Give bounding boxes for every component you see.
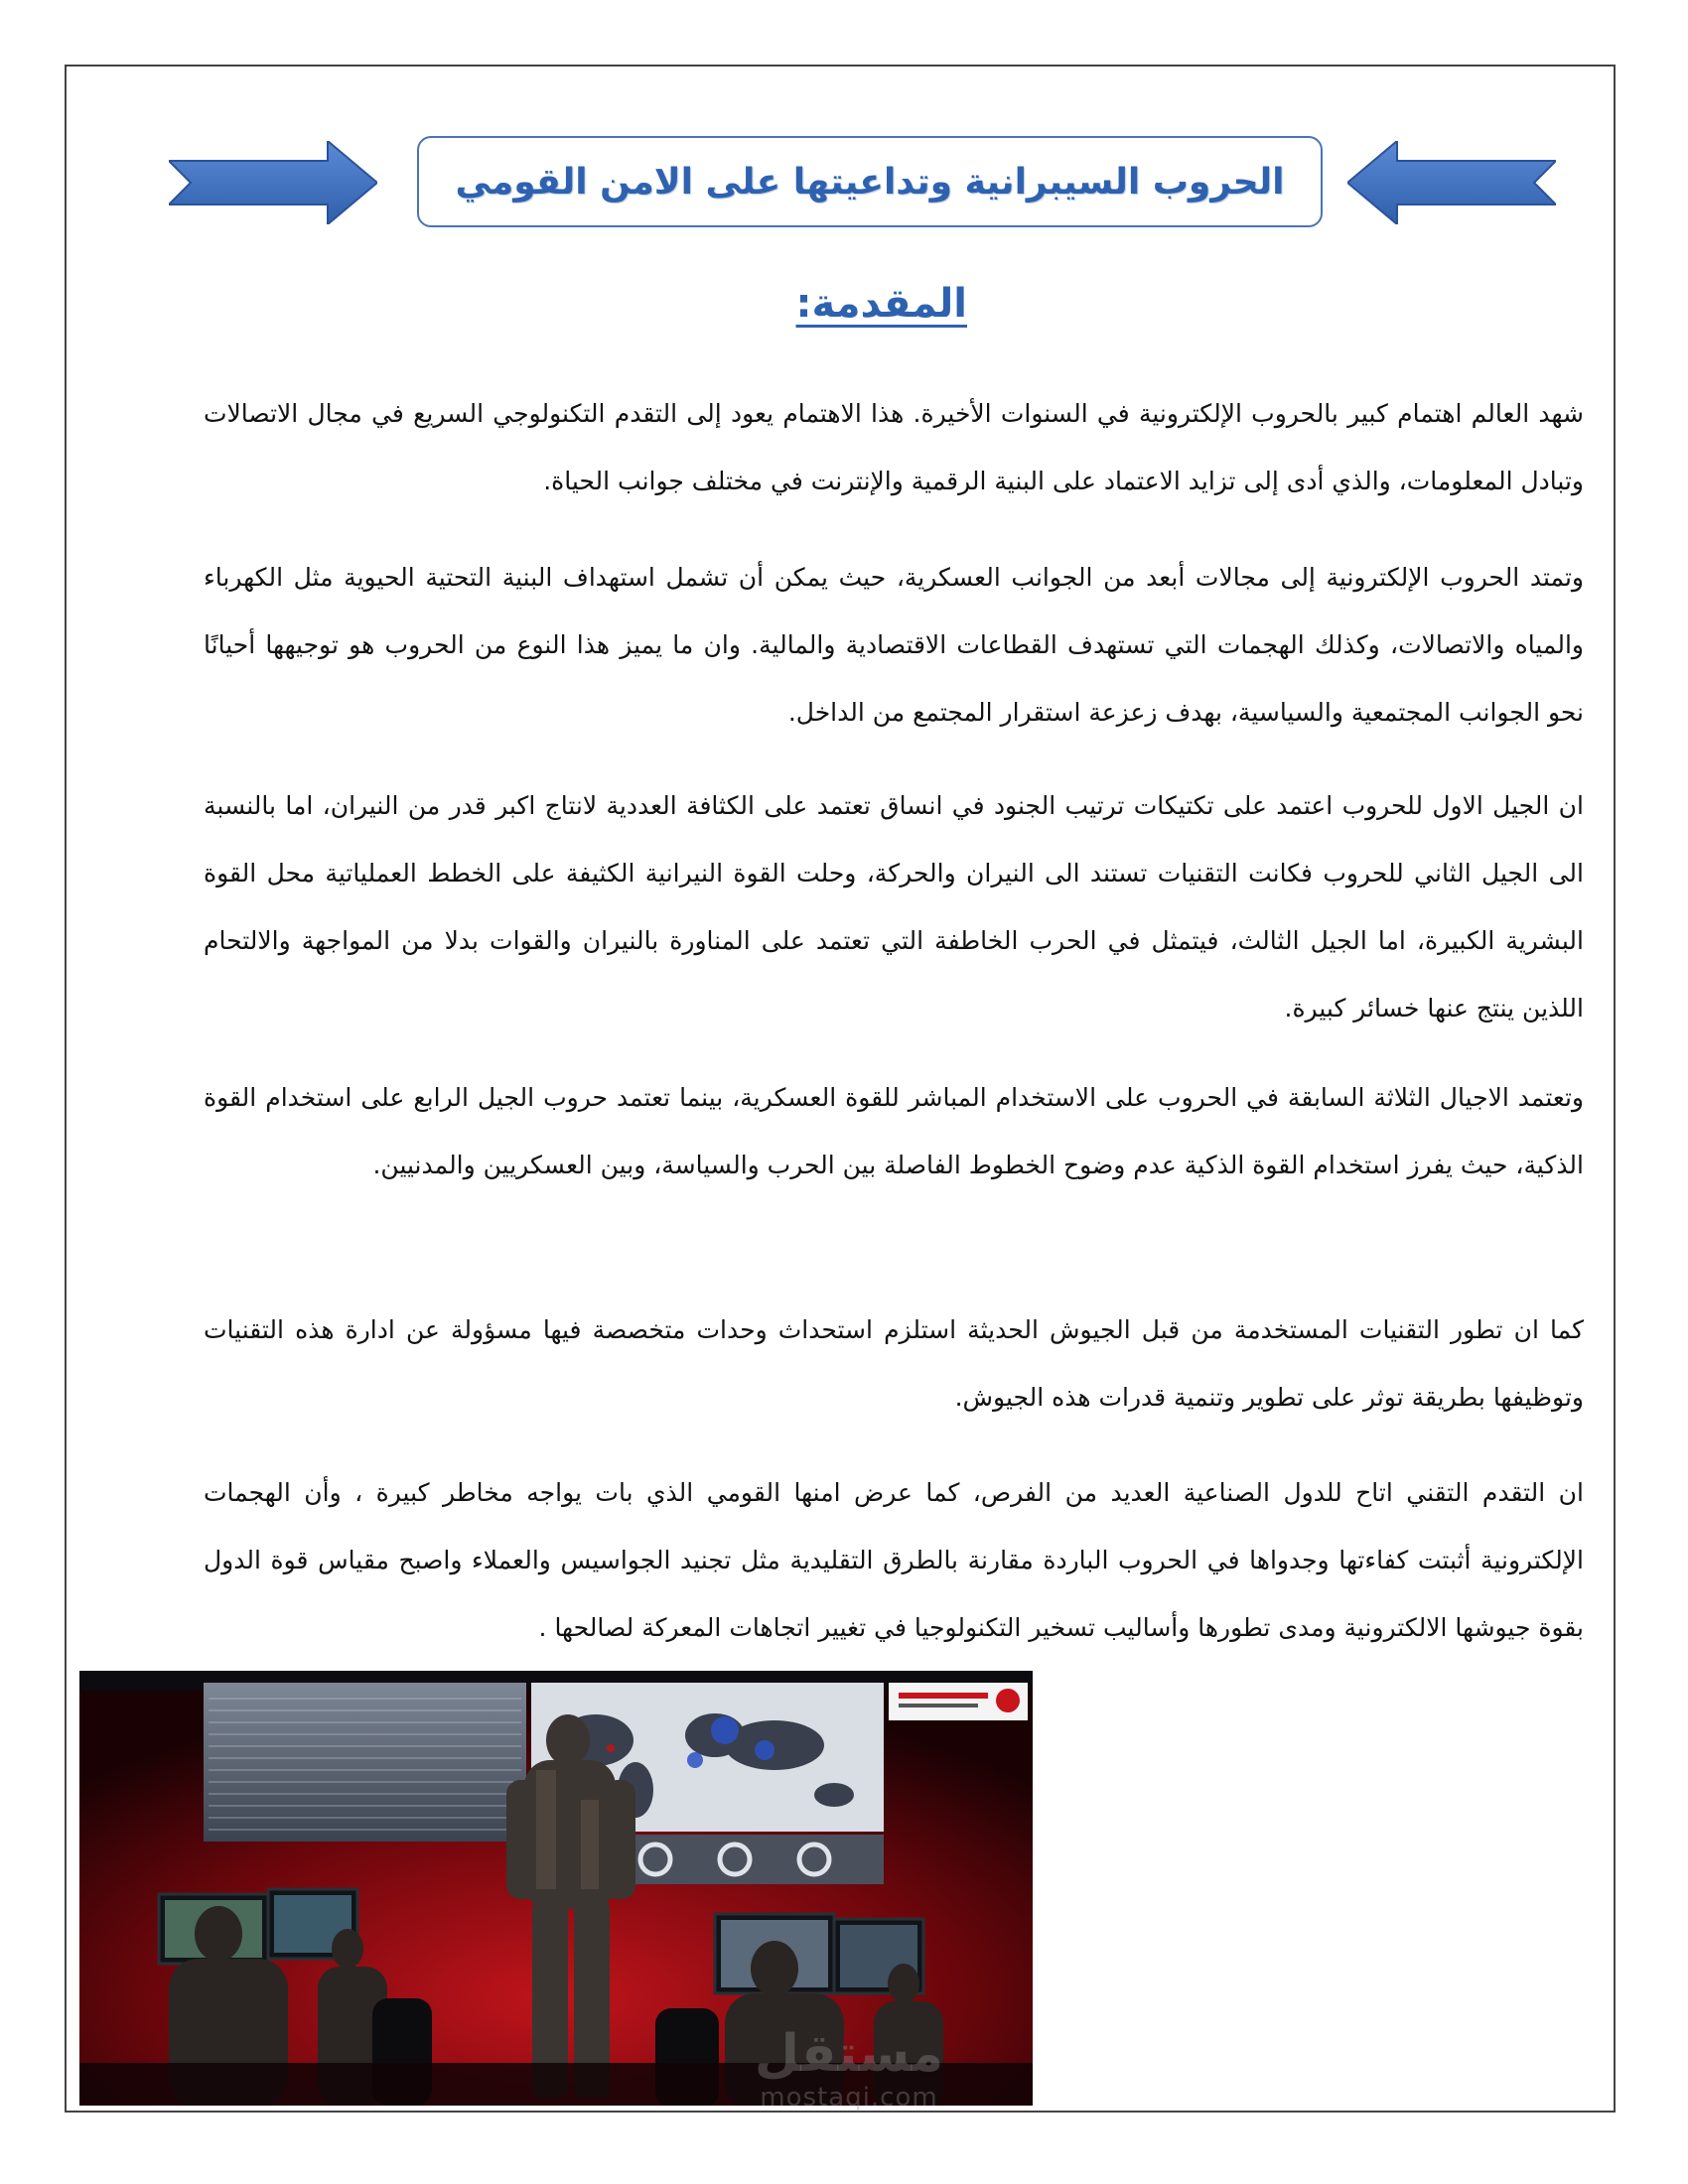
paragraph-1 (204, 380, 1584, 515)
arrow-right-icon (169, 141, 377, 224)
document-title: الحروب السيبرانية وتداعيتها على الامن القومي (455, 161, 1285, 203)
paragraph-text: وتمتد الحروب الإلكترونية إلى مجالات أبعد من الجوانب العسكرية، حيث يمكن أن تشمل استهداف البنية التحتية الحيوية مثل الكهرباء والمياه والاتصالات، وكذلك الهجمات التي تستهدف القطاعات الاقتصادية والمالية. وان ما يميز هذا النوع من الحروب هو توجيهها أحيانًا نحو الجوانب المجتمعية والسياسية، بهدف زعزعة استقرار المجتمع من الداخل. (204, 563, 1584, 727)
paragraph-4 (204, 1064, 1584, 1199)
section-heading: المقدمة: (795, 281, 967, 327)
paragraph-text: كما ان تطور التقنيات المستخدمة من قبل الجيوش الحديثة استلزم استحداث وحدات متخصصة فيها مسؤولة عن ادارة هذه التقنيات وتوظيفها بطريقة توثر على تطوير وتنمية قدرات هذه الجيوش. (204, 1315, 1584, 1412)
paragraph-3 (204, 772, 1584, 1042)
watermark-arabic: مستقل (754, 2024, 944, 2084)
paragraph-text: شهد العالم اهتمام كبير بالحروب الإلكترونية في السنوات الأخيرة. هذا الاهتمام يعود إلى التقدم التكنولوجي السريع في مجال الاتصالات وتبادل المعلومات، والذي أدى إلى تزايد الاعتماد على البنية الرقمية والإنترنت في مختلف جوانب الحياة. (204, 399, 1584, 495)
paragraph-6 (204, 1459, 1584, 1662)
paragraph-2 (204, 544, 1584, 747)
paragraph-text: وتعتمد الاجيال الثلاثة السابقة في الحروب على الاستخدام المباشر للقوة العسكرية، بينما تعتمد حروب الجيل الرابع على استخدام القوة الذكية، حيث يفرز استخدام القوة الذكية عدم وضوح الخطوط الفاصلة بين الحرب والسياسة، وبين العسكريين والمدنيين. (204, 1083, 1584, 1179)
arrow-left-icon (1347, 141, 1556, 224)
title-box (417, 136, 1323, 227)
paragraph-text: ان الجيل الاول للحروب اعتمد على تكتيكات ترتيب الجنود في انساق تعتمد على الكثافة العددية لانتاج اكبر قدر من النيران، اما بالنسبة الى الجيل الثاني للحروب فكانت التقنيات تستند الى النيران والحركة، وحلت القوة النيرانية الكثيفة على الخطط العملياتية محل القوة البشرية الكبيرة، اما الجيل الثالث، فيتمثل في الحرب الخاطفة التي تعتمد على المناورة بالنيران والقوات بدلا من المواجهة والالتحام اللذين ينتج عنها خسائر كبيرة. (204, 791, 1584, 1023)
paragraph-text: ان التقدم التقني اتاح للدول الصناعية العديد من الفرص، كما عرض امنها القومي الذي بات يواجه مخاطر كبيرة ، وأن الهجمات الإلكترونية أثبتت كفاءتها وجدواها في الحروب الباردة مقارنة بالطرق التقليدية مثل تجنيد الجواسيس والعملاء واصبح مقياس قوة الدول بقوة جيوشها الالكترونية ومدى تطورها وأساليب تسخير التكنولوجيا في تغيير اتجاهات المعركة لصالحها . (204, 1478, 1584, 1642)
paragraph-5 (204, 1297, 1584, 1432)
watermark-latin: mostaqi.com (760, 2083, 938, 2113)
watermark (735, 2025, 963, 2113)
